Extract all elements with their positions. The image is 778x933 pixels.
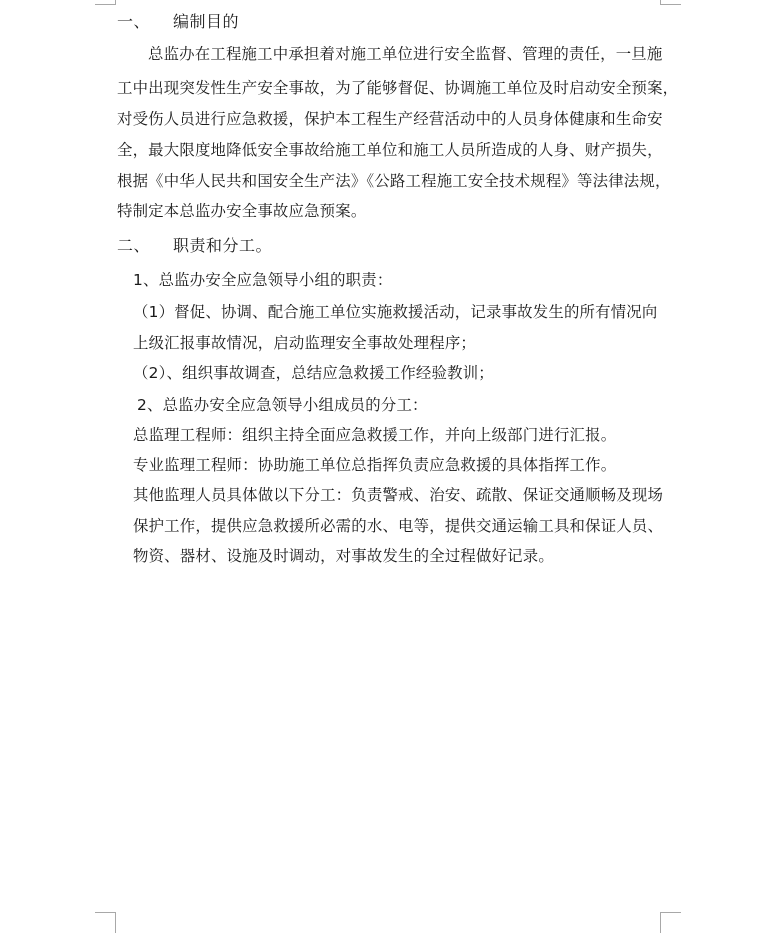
paragraph-line: 全，最大限度地降低安全事故给施工单位和施工人员所造成的人身、财产损失， — [117, 141, 663, 159]
paragraph-line: 上级汇报事故情况，启动监理安全事故处理程序； — [133, 334, 476, 352]
paragraph-line: （1）督促、协调、配合施工单位实施救援活动，记录事故发生的所有情况向 — [133, 303, 658, 321]
duty-chief-engineer: 总监理工程师：组织主持全面应急救援工作，并向上级部门进行汇报。 — [133, 426, 617, 444]
section-1-number: 一、 — [117, 12, 151, 31]
paragraph-line: 总监办在工程施工中承担着对施工单位进行安全监督、管理的责任，一旦施 — [148, 45, 663, 63]
paragraph-line: 其他监理人员具体做以下分工：负责警戒、治安、疏散、保证交通顺畅及现场 — [133, 486, 664, 504]
corner-mark-bottom-left — [95, 912, 116, 933]
section-2-number: 二、 — [117, 236, 151, 255]
paragraph-line: 根据《中华人民共和国安全生产法》《公路工程施工安全技术规程》等法律法规， — [117, 172, 671, 190]
corner-mark-top-right — [660, 0, 681, 5]
paragraph-line: 保护工作，提供应急救援所必需的水、电等，提供交通运输工具和保证人员、 — [133, 517, 664, 535]
section-1-heading — [117, 12, 239, 32]
paragraph-line: 对受伤人员进行应急救援，保护本工程生产经营活动中的人员身体健康和生命安 — [117, 110, 663, 128]
section-2-title: 职责和分工。 — [173, 236, 273, 255]
section-2-heading — [117, 236, 272, 256]
item-1-title: 1、总监办安全应急领导小组的职责： — [133, 271, 393, 289]
item-2-title: 2、总监办安全应急领导小组成员的分工： — [137, 396, 428, 414]
section-1-title: 编制目的 — [173, 12, 240, 31]
paragraph-line: 特制定本总监办安全事故应急预案。 — [117, 202, 367, 220]
corner-mark-bottom-right — [660, 912, 681, 933]
paragraph-line: 工中出现突发性生产安全事故，为了能够督促、协调施工单位及时启动安全预案， — [117, 79, 679, 97]
paragraph-line: （2）、组织事故调查，总结应急救援工作经验教训； — [133, 364, 494, 382]
duty-specialist-engineer: 专业监理工程师：协助施工单位总指挥负责应急救援的具体指挥工作。 — [133, 456, 617, 474]
paragraph-line: 物资、器材、设施及时调动，对事故发生的全过程做好记录。 — [133, 547, 554, 565]
corner-mark-top-left — [95, 0, 116, 5]
